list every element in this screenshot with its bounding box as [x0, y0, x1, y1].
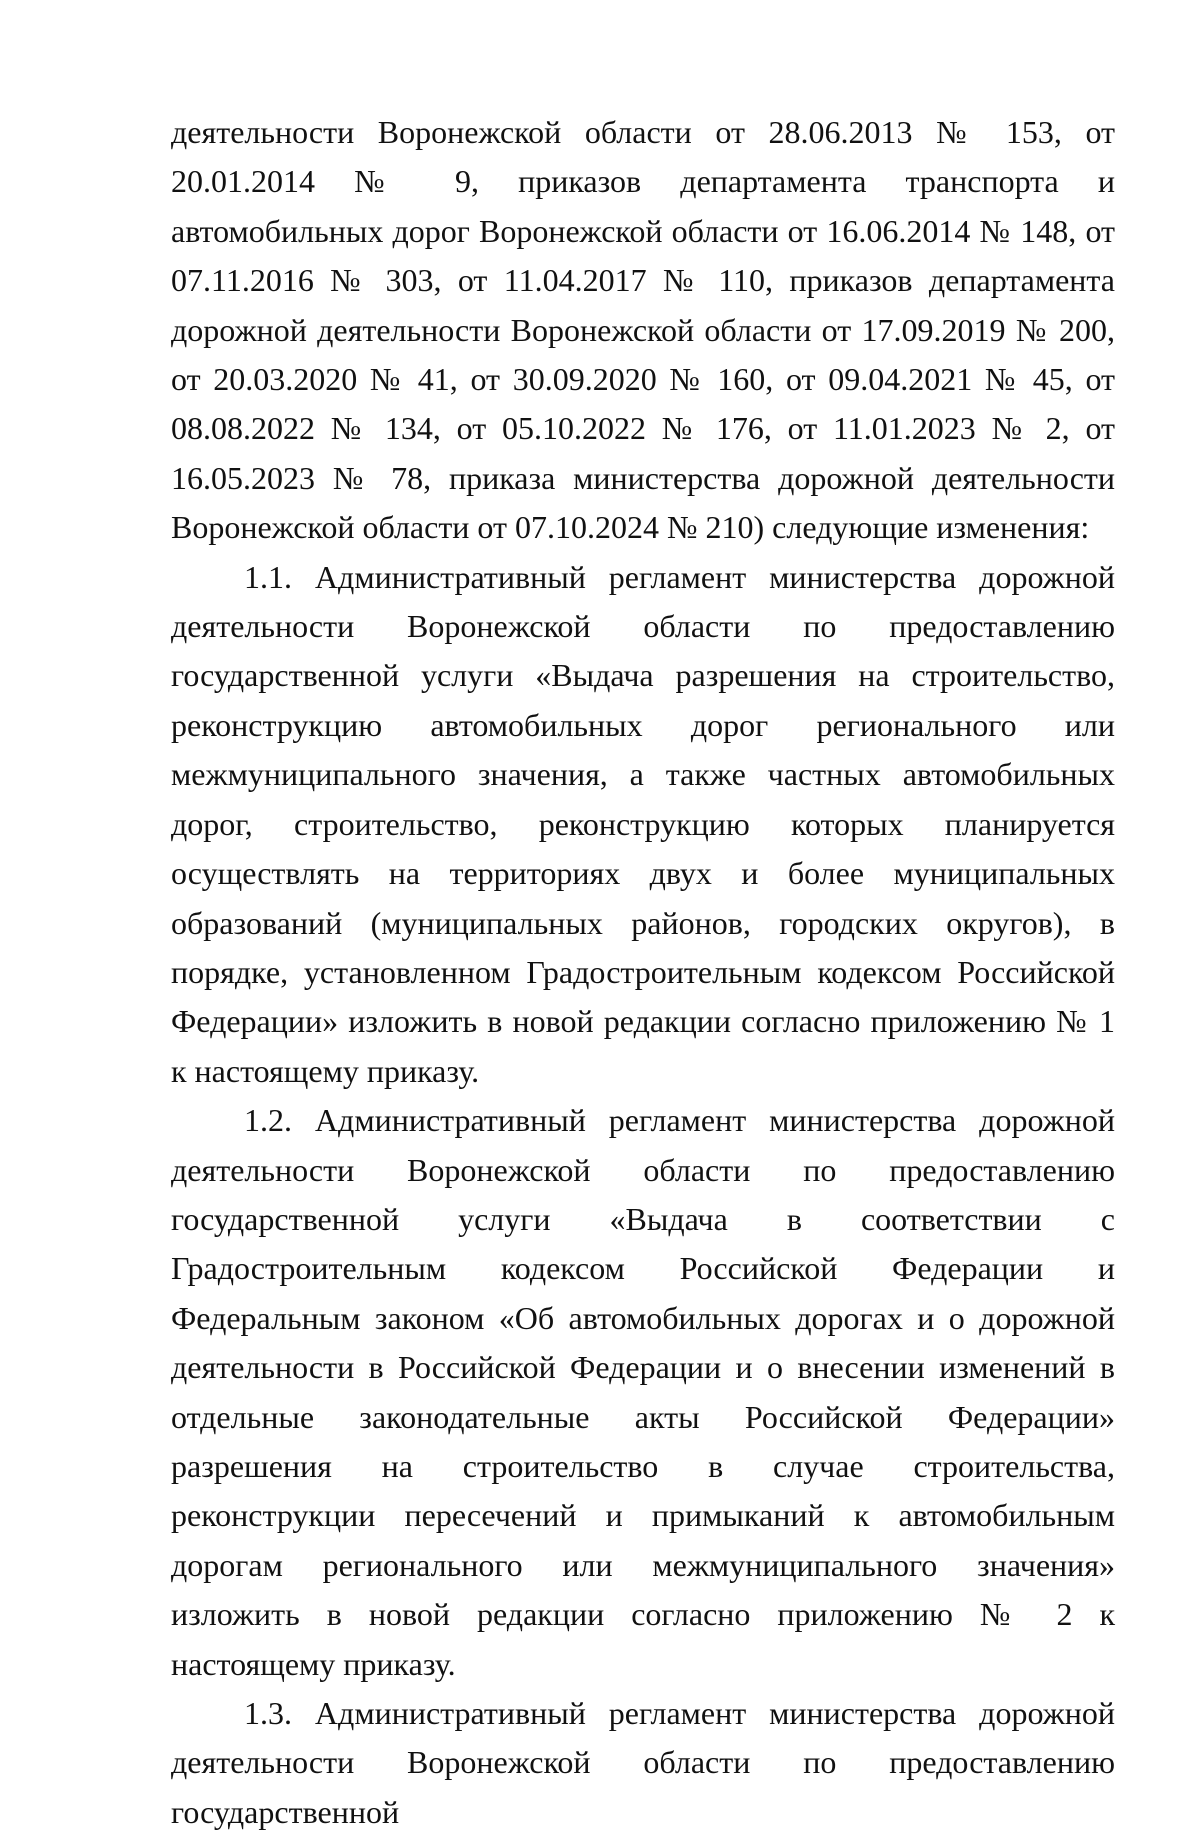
- document-body: [171, 108, 1115, 1837]
- paragraph-item-1-2: 1.2. Административный регламент министерства дорожной деятельности Воронежской области по предоставлению государственной услуги «Выдача в соответствии с Градостроительным кодексом Российской Федерации и Федеральным законом «Об автомобильных дорогах и о дорожной деятельности в Российской Федерации и о внесении изменений в отдельные законодательные акты Российской Федерации» разрешения на строительство в случае строительства, реконструкции пересечений и примыканий к автомобильным дорогам регионального или межмуниципального значения» изложить в новой редакции согласно приложению № 2 к настоящему приказу.: [171, 1102, 1115, 1682]
- paragraph-continuation: деятельности Воронежской области от 28.06.2013 № 153, от 20.01.2014 № 9, приказов департамента транспорта и автомобильных дорог Воронежской области от 16.06.2014 № 148, от 07.11.2016 № 303, от 11.04.2017 № 110, приказов департамента дорожной деятельности Воронежской области от 17.09.2019 № 200, от 20.03.2020 № 41, от 30.09.2020 № 160, от 09.04.2021 № 45, от 08.08.2022 № 134, от 05.10.2022 № 176, от 11.01.2023 № 2, от 16.05.2023 № 78, приказа министерства дорожной деятельности Воронежской области от 07.10.2024 № 210) следующие изменения:: [171, 114, 1115, 546]
- paragraph-item-1-1: 1.1. Административный регламент министерства дорожной деятельности Воронежской области по предоставлению государственной услуги «Выдача разрешения на строительство, реконструкцию автомобильных дорог регионального или межмуниципального значения, а также частных автомобильных дорог, строительство, реконструкцию которых планируется осуществлять на территориях двух и более муниципальных образований (муниципальных районов, городских округов), в порядке, установленном Градостроительным кодексом Российской Федерации» изложить в новой редакции согласно приложению № 1 к настоящему приказу.: [171, 558, 1115, 1089]
- paragraph-item-1-3: 1.3. Административный регламент министерства дорожной деятельности Воронежской области по предоставлению государственной: [171, 1695, 1115, 1830]
